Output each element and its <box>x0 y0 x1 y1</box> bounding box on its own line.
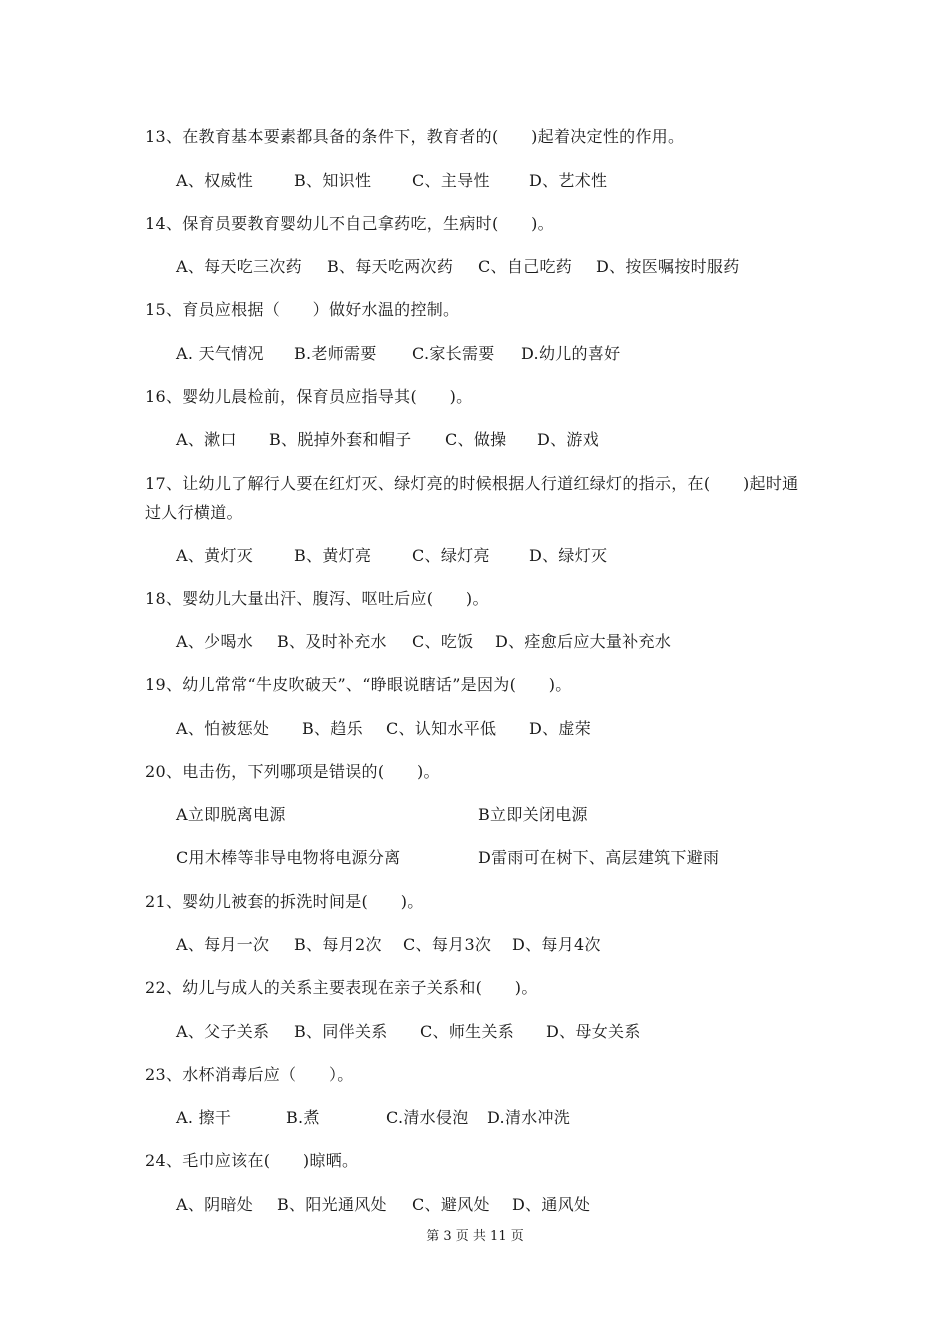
option-b: B、知识性 <box>294 171 372 190</box>
option-d: D、绿灯灭 <box>529 546 608 565</box>
option-c: C、避风处 <box>412 1195 490 1214</box>
option-c: C、绿灯亮 <box>412 546 490 565</box>
option-a: A、漱口 <box>176 430 237 449</box>
option-c: C、认知水平低 <box>386 719 497 738</box>
option-b: B、阳光通风处 <box>277 1195 387 1214</box>
question-17: 17、让幼儿了解行人要在红灯灭、绿灯亮的时候根据人行道红绿灯的指示，在( )起时通过人行横道。 <box>145 474 799 522</box>
question-16: 16、婴幼儿晨检前，保育员应指导其( )。 <box>145 387 473 406</box>
option-a: A、父子关系 <box>176 1022 270 1041</box>
option-d: D、痊愈后应大量补充水 <box>495 632 672 651</box>
option-c: C用木棒等非导电物将电源分离 <box>176 848 401 867</box>
option-a: A、黄灯灭 <box>176 546 254 565</box>
option-c: C.清水侵泡 <box>386 1108 469 1127</box>
question-14: 14、保育员要教育婴幼儿不自己拿药吃，生病时( )。 <box>145 214 554 233</box>
option-d: D.清水冲洗 <box>487 1108 571 1127</box>
option-b: B、及时补充水 <box>277 632 387 651</box>
question-15: 15、育员应根据（ ）做好水温的控制。 <box>145 300 460 319</box>
option-a: A、少喝水 <box>176 632 254 651</box>
page-number: 第 3 页 共 11 页 <box>426 1229 524 1244</box>
option-b: B、每天吃两次药 <box>327 257 454 276</box>
question-22: 22、幼儿与成人的关系主要表现在亲子关系和( )。 <box>145 978 538 997</box>
option-c: C、主导性 <box>412 171 490 190</box>
option-d: D、按医嘱按时服药 <box>596 257 740 276</box>
option-b: B立即关闭电源 <box>478 805 588 824</box>
option-b: B.老师需要 <box>294 344 377 363</box>
option-a: A、每月一次 <box>176 935 270 954</box>
option-a: A、阴暗处 <box>176 1195 254 1214</box>
question-24: 24、毛巾应该在( )晾晒。 <box>145 1151 359 1170</box>
option-b: B、同伴关系 <box>294 1022 388 1041</box>
option-c: C、做操 <box>445 430 507 449</box>
question-19: 19、幼儿常常“牛皮吹破天”、“睁眼说瞎话”是因为( )。 <box>145 675 572 694</box>
question-13: 13、在教育基本要素都具备的条件下，教育者的( )起着决定性的作用。 <box>145 127 685 146</box>
option-d: D.幼儿的喜好 <box>521 344 621 363</box>
option-d: D、艺术性 <box>529 171 608 190</box>
option-d: D、母女关系 <box>546 1022 641 1041</box>
option-a: A. 天气情况 <box>176 344 264 363</box>
option-d: D雷雨可在树下、高层建筑下避雨 <box>478 848 720 867</box>
question-21: 21、婴幼儿被套的拆洗时间是( )。 <box>145 892 424 911</box>
option-c: C.家长需要 <box>412 344 495 363</box>
option-d: D、每月4次 <box>512 935 601 954</box>
option-a: A. 擦干 <box>176 1108 232 1127</box>
question-18: 18、婴幼儿大量出汗、腹泻、呕吐后应( )。 <box>145 589 489 608</box>
option-d: D、通风处 <box>512 1195 591 1214</box>
option-b: B、黄灯亮 <box>294 546 372 565</box>
option-d: D、虚荣 <box>529 719 592 738</box>
option-a: A立即脱离电源 <box>176 805 286 824</box>
option-c: C、师生关系 <box>420 1022 515 1041</box>
option-a: A、权威性 <box>176 171 254 190</box>
option-b: B、每月2次 <box>294 935 382 954</box>
option-c: C、自己吃药 <box>478 257 573 276</box>
option-a: A、每天吃三次药 <box>176 257 302 276</box>
option-a: A、怕被惩处 <box>176 719 270 738</box>
question-23: 23、水杯消毒后应（ ）。 <box>145 1065 354 1084</box>
option-c: C、每月3次 <box>403 935 492 954</box>
option-b: B.煮 <box>286 1108 320 1127</box>
option-c: C、吃饭 <box>412 632 474 651</box>
question-20: 20、电击伤，下列哪项是错误的( )。 <box>145 762 440 781</box>
option-b: B、脱掉外套和帽子 <box>269 430 412 449</box>
option-d: D、游戏 <box>537 430 600 449</box>
option-b: B、趋乐 <box>302 719 363 738</box>
